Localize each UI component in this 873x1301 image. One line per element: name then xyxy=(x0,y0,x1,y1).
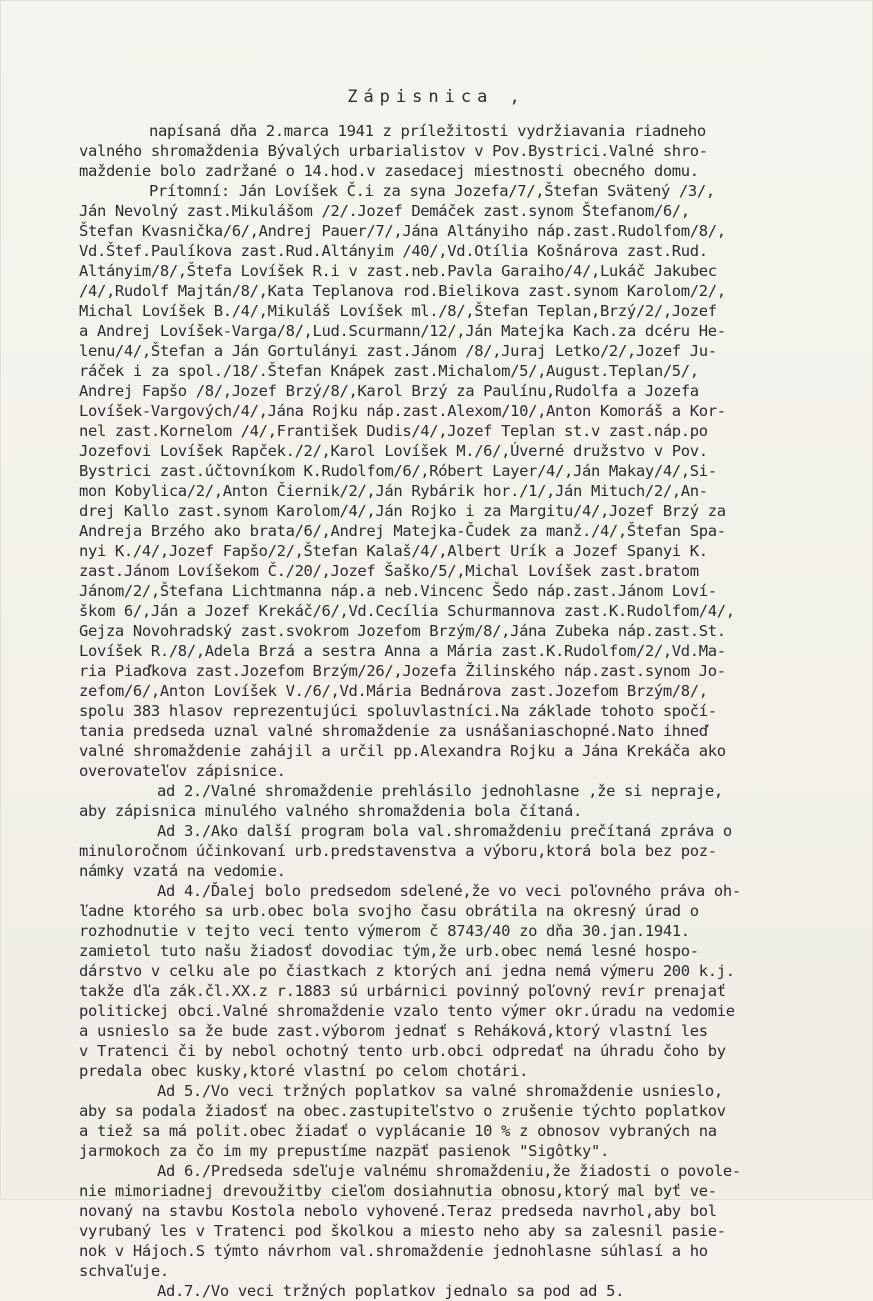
item-5-paragraph xyxy=(79,1081,852,1161)
text-line: Gejza Novohradský zast.svokrom Jozefom Brzým/8/,Jána Zubeka náp.zast.St. xyxy=(79,622,726,640)
text-line: Altányim/8/,Štefa Lovíšek R.i v zast.neb.Pavla Garaiho/4/,Lukáč Jakubec xyxy=(79,262,717,280)
text-line: v Tratenci či by nebol ochotný tento urb.obci odpredať na úhradu čoho by xyxy=(79,1042,726,1060)
text-line: maždenie bolo zadržané o 14.hod.v zasedacej miestnosti obecného domu. xyxy=(79,162,699,180)
text-line: Lovíšek-Vargových/4/,Jána Rojku náp.zast.Alexom/10/,Anton Komoráš a Kor- xyxy=(79,402,726,420)
text-line: Lovíšek R./8/,Adela Brzá a sestra Anna a Mária zast.K.Rudolfom/2/,Vd.Ma- xyxy=(79,642,726,660)
text-line: vyrubaný les v Tratenci pod školkou a miesto neho aby sa zalesnil pasie- xyxy=(79,1222,726,1240)
text-line: mon Kobylica/2/,Anton Čiernik/2/,Ján Rybárik hor./1/,Ján Mituch/2/,An- xyxy=(79,482,708,500)
text-line: zamietol tuto našu žiadosť dovodiac tým,že urb.obec nemá lesné hospo- xyxy=(79,942,699,960)
text-line: valné shromaždenie zahájil a určil pp.Alexandra Rojku a Jána Krekáča ako xyxy=(79,742,726,760)
text-line: novaný na stavbu Kostola nebolo vyhovené.Teraz predseda navrhol,aby bol xyxy=(79,1202,717,1220)
text-line: Andrej Fapšo /8/,Jozef Brzý/8/,Karol Brzý za Paulínu,Rudolfa a Jozefa xyxy=(79,382,699,400)
text-line: Bystrici zast.účtovníkom K.Rudolfom/6/,Róbert Layer/4/,Ján Makay/4/,Si- xyxy=(79,462,717,480)
text-line: ráček i za spol./18/.Štefan Knápek zast.Michalom/5/,August.Teplan/5/, xyxy=(79,362,699,380)
text-line: jarmokoch za čo im my prepustíme nazpäť pasienok "Sigôtky". xyxy=(79,1142,609,1160)
text-line: aby sa podala žiadosť na obec.zastupiteľstvo o zrušenie týchto poplatkov xyxy=(79,1102,726,1120)
text-line: Prítomní: Ján Lovíšek Č.i za syna Jozefa/7/,Štefan Svätený /3/, xyxy=(149,182,715,200)
text-line: nel zast.Kornelom /4/,František Dudis/4/,Jozef Teplan st.v zast.náp.po xyxy=(79,422,708,440)
text-line: valného shromaždenia Bývalých urbarialistov v Pov.Bystrici.Valné shro- xyxy=(79,142,708,160)
text-line: ad 2./Valné shromaždenie prehlásilo jednohlasne ,že si nepraje, xyxy=(157,782,723,800)
text-line: Vd.Štef.Paulíkova zast.Rud.Altányim /40/,Vd.Otília Košnárova zast.Rud. xyxy=(79,242,708,260)
text-line: drej Kallo zast.synom Karolom/4/,Ján Rojko i za Margitu/4/,Jozef Brzý za xyxy=(79,502,726,520)
attendees-paragraph xyxy=(79,181,852,781)
text-line: Ad 3./Ako další program bola val.shromaždeniu prečítaná zpráva o xyxy=(157,822,732,840)
text-line: napísaná dňa 2.marca 1941 z príležitosti vydržiavania riadneho xyxy=(149,122,706,140)
text-line: lenu/4/,Štefan a Ján Gortulányi zast.Jánom /8/,Juraj Letko/2/,Jozef Ju- xyxy=(79,342,717,360)
text-line: nie mimoriadnej drevoužitby cieľom dosiahnutia obnosu,ktorý mal byť ve- xyxy=(79,1182,717,1200)
text-line: a tiež sa má polit.obec žiadať o vyplácanie 10 % z obnosov vybraných na xyxy=(79,1122,717,1140)
text-line: zast.Jánom Lovíšekom Č./20/,Jozef Šaško/5/,Michal Lovíšek zast.bratom xyxy=(79,562,699,580)
page-title: Zápisnica , xyxy=(347,87,526,107)
text-line: a usnieslo sa že bude zast.výborom jednať s Reháková,ktorý vlastní les xyxy=(79,1022,708,1040)
text-line: overovateľov zápisnice. xyxy=(79,762,286,780)
item-2-paragraph xyxy=(79,781,852,821)
text-line: ľadne ktorého sa urb.obec bola svojho času obrátila na okresný úrad o xyxy=(79,902,699,920)
text-line: tania predseda uznal valné shromaždenie za usnášaniaschopné.Nato ihneď xyxy=(79,722,708,740)
text-line: aby zápisnica minulého valného shromaždenia bola čítaná. xyxy=(79,802,582,820)
document-body xyxy=(79,121,852,1301)
text-line: Ján Nevolný zast.Mikulášom /2/.Jozef Demáček zast.synom Štefanom/6/, xyxy=(79,202,690,220)
item-6-paragraph xyxy=(79,1161,852,1281)
item-7-paragraph xyxy=(79,1281,852,1301)
text-line: takže dľa zák.čl.XX.z r.1883 sú urbárnici povinný poľovný revír prenajať xyxy=(79,982,726,1000)
text-line: dárstvo v celku ale po čiastkach z ktorých ani jedna nemá výmeru 200 k.j. xyxy=(79,962,735,980)
text-line: Ad.7./Vo veci tržných poplatkov jednalo sa pod ad 5. xyxy=(157,1282,625,1300)
text-line: Michal Lovíšek B./4/,Mikuláš Lovíšek ml./8/,Štefan Teplan,Brzý/2/,Jozef xyxy=(79,302,717,320)
text-line: predala obec kusky,ktoré vlastní po celom chotári. xyxy=(79,1062,529,1080)
text-line: zefom/6/,Anton Lovíšek V./6/,Vd.Mária Bednárova zast.Jozefom Brzým/8/, xyxy=(79,682,708,700)
item-4-paragraph xyxy=(79,881,852,1081)
text-line: minuloročnom účinkovaní urb.predstavenstva a výboru,ktorá bola bez poz- xyxy=(79,842,717,860)
text-line: Jánom/2/,Štefana Lichtmanna náp.a neb.Vincenc Šedo náp.zast.Jánom Loví- xyxy=(79,582,717,600)
text-line: nok v Hájoch.S týmto návrhom val.shromaždenie jednohlasne súhlasí a ho xyxy=(79,1242,708,1260)
text-line: Ad 6./Predseda sdeľuje valnému shromaždeniu,že žiadosti o povole- xyxy=(157,1162,741,1180)
text-line: schvaľuje. xyxy=(79,1262,169,1280)
text-line: Jozefovi Lovíšek Rapček./2/,Karol Lovíšek M./6/,Úverné družstvo v Pov. xyxy=(79,442,708,460)
text-line: námky vzatá na vedomie. xyxy=(79,862,286,880)
text-line: Štefan Kvasnička/6/,Andrej Pauer/7/,Jána Altányiho náp.zast.Rudolfom/8/, xyxy=(79,222,726,240)
text-line: Andreja Brzého ako brata/6/,Andrej Matejka-Čudek za manž./4/,Štefan Spa- xyxy=(79,522,726,540)
text-line: spolu 383 hlasov reprezentujúci spoluvlastníci.Na základe tohoto spočí- xyxy=(79,702,717,720)
text-line: a Andrej Lovíšek-Varga/8/,Lud.Scurmann/12/,Ján Matejka Kach.za dcéru He- xyxy=(79,322,726,340)
item-3-paragraph xyxy=(79,821,852,881)
text-line: politickej obci.Valné shromaždenie vzalo tento výmer okr.úradu na vedomie xyxy=(79,1002,735,1020)
text-line: /4/,Rudolf Majtán/8/,Kata Teplanova rod.Bielikova zast.synom Karolom/2/, xyxy=(79,282,726,300)
text-line: nyi K./4/,Jozef Fapšo/2/,Štefan Kalaš/4/,Albert Urík a Jozef Spanyi K. xyxy=(79,542,708,560)
text-line: rozhodnutie v tejto veci tento výmerom č 8743/40 zo dňa 30.jan.1941. xyxy=(79,922,690,940)
text-line: škom 6/,Ján a Jozef Krekáč/6/,Vd.Cecília Schurmannova zast.K.Rudolfom/4/, xyxy=(79,602,735,620)
text-line: ria Piaďkova zast.Jozefom Brzým/26/,Jozefa Žilinského náp.zast.synom Jo- xyxy=(79,662,726,680)
intro-paragraph xyxy=(79,121,852,181)
text-line: Ad 5./Vo veci tržných poplatkov sa valné shromaždenie usnieslo, xyxy=(157,1082,723,1100)
text-line: Ad 4./Ďalej bolo predsedom sdelené,že vo veci poľovného práva oh- xyxy=(157,882,741,900)
